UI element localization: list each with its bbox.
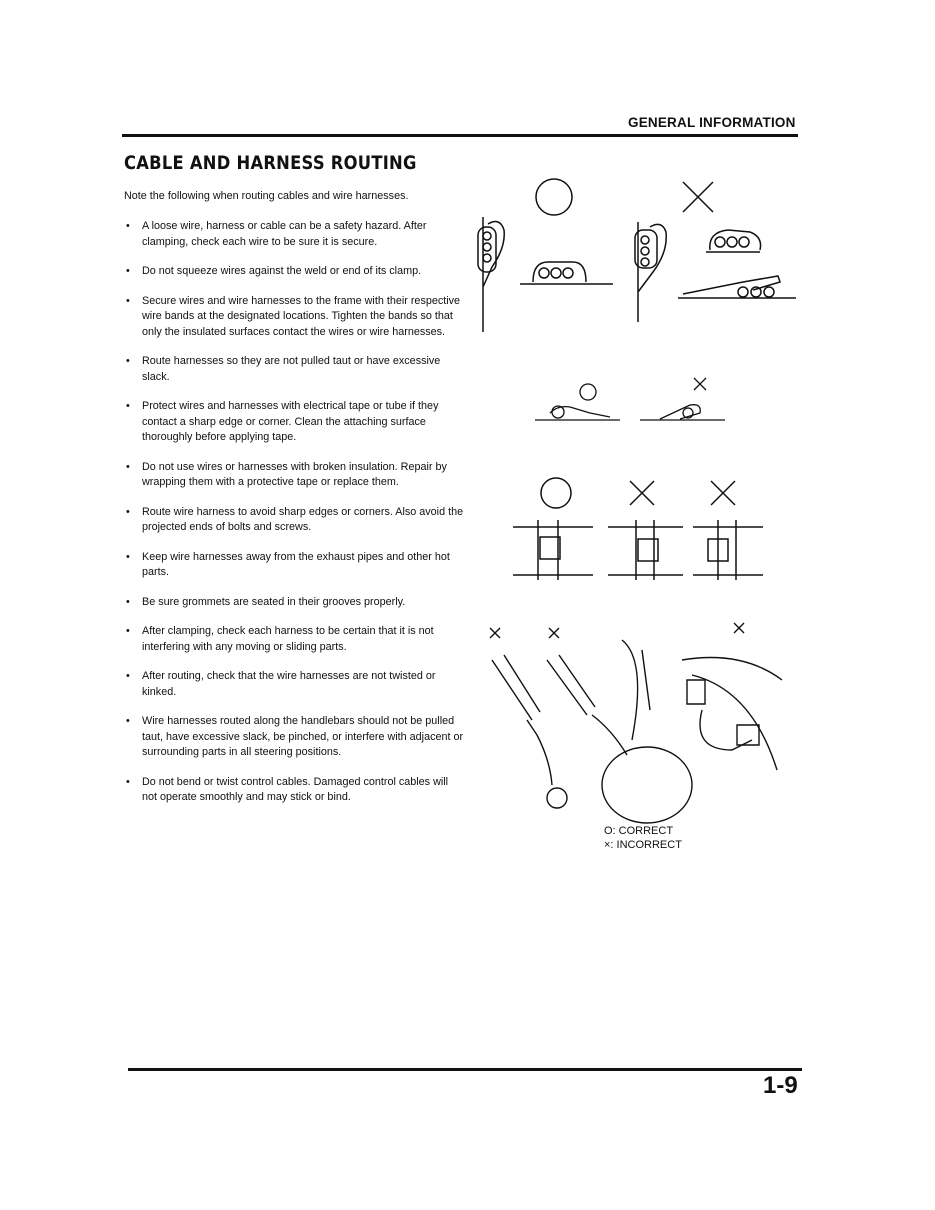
correct-mark-icon (541, 478, 571, 508)
bottom-rule (128, 1068, 802, 1071)
incorrect-mark-icon (711, 481, 735, 505)
list-item: • Secure wires and wire harnesses to the frame with their respective wire bands at the designated locations. Tighten the bands so that only the insulated surfaces contact the wires or wire harnesses. (124, 294, 464, 341)
list-item: • Do not use wires or harnesses with broken insulation. Repair by wrapping them with a protective tape or replace them. (124, 460, 464, 491)
page-title: CABLE AND HARNESS ROUTING (124, 152, 417, 174)
list-item: • After routing, check that the wire harnesses are not twisted or kinked. (124, 669, 464, 700)
clamp-illustration (478, 172, 800, 332)
list-item: • Do not squeeze wires against the weld or end of its clamp. (124, 264, 464, 280)
list-item: • After clamping, check each harness to be certain that it is not interfering with any moving or sliding parts. (124, 624, 464, 655)
list-item: • Wire harnesses routed along the handlebars should not be pulled taut, have excessive slack, be pinched, or interfere with adjacent or surrounding parts in all steering positions. (124, 714, 464, 761)
section-header: GENERAL INFORMATION (628, 115, 796, 130)
incorrect-mark-icon (694, 378, 706, 390)
incorrect-mark-icon (549, 628, 559, 638)
handlebar-routing-illustration (482, 620, 782, 820)
correct-mark-icon (580, 384, 596, 400)
legend-incorrect: ×: INCORRECT (604, 839, 682, 851)
list-item: • Route wire harness to avoid sharp edges or corners. Also avoid the projected ends of bolts and screws. (124, 505, 464, 536)
list-item: • Be sure grommets are seated in their grooves properly. (124, 595, 464, 611)
list-item: • Do not bend or twist control cables. Damaged control cables will not operate smoothly and may stick or bind. (124, 775, 464, 806)
list-item: • Keep wire harnesses away from the exhaust pipes and other hot parts. (124, 550, 464, 581)
incorrect-mark-icon (490, 628, 500, 638)
list-item: • A loose wire, harness or cable can be a safety hazard. After clamping, check each wire to be sure it is secure. (124, 219, 464, 250)
top-rule (122, 134, 798, 137)
tie-clamp-illustration (508, 475, 770, 595)
correct-mark-icon (536, 179, 572, 215)
list-item: • Protect wires and harnesses with electrical tape or tube if they contact a sharp edge or corner. Clean the attaching surface thoroughly before applying tape. (124, 399, 464, 446)
list-item: • Route harnesses so they are not pulled taut or have excessive slack. (124, 354, 464, 385)
routing-guidelines-list (124, 219, 464, 820)
incorrect-mark-icon (683, 182, 713, 212)
figure-legend (604, 824, 682, 852)
page-number: 1-9 (763, 1072, 798, 1099)
intro-text: Note the following when routing cables and wire harnesses. (124, 190, 409, 202)
incorrect-mark-icon (734, 623, 744, 633)
legend-correct: O: CORRECT (604, 825, 674, 837)
incorrect-mark-icon (630, 481, 654, 505)
wire-band-illustration (530, 375, 730, 425)
